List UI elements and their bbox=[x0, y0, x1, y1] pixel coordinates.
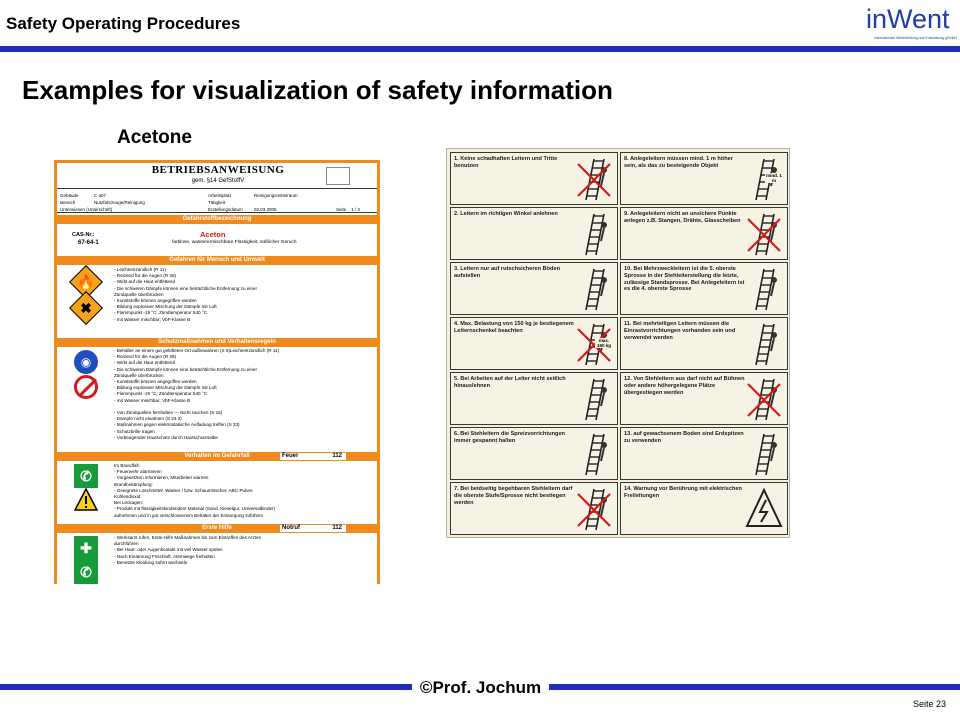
inwent-logo bbox=[866, 4, 956, 44]
text-line: - mit Wasser mischbar; VbF-Klasse B bbox=[114, 397, 191, 403]
ladder-rule-text: 2. Leitern im richtigen Winkel anlehnen bbox=[454, 211, 558, 217]
text-line: - Reizend für die Augen (R 36) bbox=[114, 273, 177, 279]
text-line: Zündquelle überbrücken bbox=[114, 291, 164, 297]
meta-label: Gebäude bbox=[60, 193, 79, 198]
text-line: Zündquelle überbrücken bbox=[114, 372, 164, 378]
text-line: - Dämpfe nicht einatmen (S 23.3) bbox=[114, 416, 182, 422]
ladder-rule-text: 13. auf gewachsenem Boden sind Erdspitzen zu verwenden bbox=[624, 431, 744, 444]
band-label: Gefahren für Mensch und Umwelt bbox=[169, 257, 265, 263]
text-line: - Reizend für die Augen (R 36) bbox=[114, 354, 177, 360]
fire-number-box bbox=[279, 452, 347, 461]
ladder-rule-text: 12. Von Stehleitern aus darf nicht auf Bühnen oder andere höhergelegene Plätze übergestiegen werden bbox=[624, 376, 745, 396]
text-line: - Bildung explosiver Mischung der Dämpfe mit Luft bbox=[114, 385, 217, 391]
no-smoking-icon bbox=[72, 373, 100, 401]
text-line: - Wirkt auf die Haut entfettend bbox=[114, 360, 176, 366]
flammable-icon: 🔥 bbox=[72, 268, 100, 296]
text-line: - Von Zündquellen fernhalten — Nicht rauchen (S 16) bbox=[114, 410, 223, 416]
ba-meta-right-labels bbox=[208, 192, 243, 213]
text-line: - Bildung explosiver Mischung der Dämpfe mit Luft bbox=[114, 304, 217, 310]
ladder-rule-cell bbox=[450, 207, 618, 260]
ladder-rule-text: 6. Bei Stehleitern die Spreizvorrichtungen immer gespannt halten bbox=[454, 431, 565, 444]
header-divider-bar bbox=[0, 46, 960, 52]
text-line: - Leichtentzündlich (R 11) bbox=[114, 267, 167, 272]
meta-value: 02.03.2006 bbox=[254, 207, 277, 212]
logo-text: inWent bbox=[866, 4, 950, 34]
ladder-rule-text: 8. Anlegeleitern müssen mind. 1 m höher sein, als das zu besteigende Objekt bbox=[624, 156, 733, 169]
ladder-broken-icon bbox=[574, 156, 614, 202]
header-title: Safety Operating Procedures bbox=[6, 14, 241, 33]
band-protection bbox=[57, 338, 377, 347]
band-label: Gefahrstoffbezeichnung bbox=[182, 216, 252, 222]
ba-separator bbox=[57, 212, 377, 213]
hazard-text bbox=[114, 267, 257, 323]
text-line: durchführen bbox=[114, 541, 139, 547]
electric-warning-icon bbox=[744, 486, 784, 532]
ladder-rule-cell bbox=[450, 262, 618, 315]
band-label: Schutzmaßnahmen und Verhaltensregeln bbox=[158, 339, 276, 345]
ladder-lock-icon bbox=[744, 321, 784, 367]
text-line: aufnehmen und in gut verschlossenem Behälter der Entsorgung zuführen bbox=[114, 512, 264, 518]
ladder-slip-icon bbox=[574, 266, 614, 312]
meta-label: Bereich bbox=[60, 200, 76, 205]
band-identification bbox=[57, 215, 377, 224]
slide-title: Examples for visualization of safety information bbox=[22, 75, 613, 105]
text-line: - Werksarzt rufen, Erste-Hilfe Maßnahmen bis zum Eintreffen des Arztes bbox=[114, 535, 261, 540]
meta-page-value: 1 / 2 bbox=[351, 207, 361, 212]
ladder-rule-cell bbox=[620, 262, 788, 315]
band-label: Verhalten im Gefahrfall bbox=[184, 453, 250, 459]
ba-stamp bbox=[326, 167, 350, 185]
meta-value: Nutzfahrzeuge/Reinigung bbox=[94, 200, 145, 205]
text-line: Kohlendioxid bbox=[114, 494, 141, 500]
text-line: - Feuerwehr alarmieren bbox=[114, 469, 162, 475]
substance-name: Aceton bbox=[200, 230, 226, 239]
text-line: - Behälter an einem gut gelüfteten Ort aufbewahren (S 9)Leichtentzündlich (R 11) bbox=[114, 348, 280, 353]
emergency-call-box bbox=[279, 524, 347, 533]
text-line: Brandbekämpfung: bbox=[114, 481, 153, 487]
ba-title: BETRIEBSANWEISUNG bbox=[151, 164, 285, 176]
slide-subtitle: Acetone bbox=[117, 127, 192, 148]
ladder-rule-cell bbox=[450, 372, 618, 425]
ladder-rule-text: 4. Max. Belastung von 150 kg je bestiegenem Leiternschenkel beachten bbox=[454, 321, 574, 334]
meta-page-label: Seite bbox=[336, 207, 347, 212]
ladder-rule-cell bbox=[620, 427, 788, 480]
emergency-call-number: 112 bbox=[332, 525, 342, 531]
text-line: - Flammpunkt -19 °C; Zündtemperatur 540 °C bbox=[114, 310, 208, 316]
meta-value: Reinigungsmittelraum bbox=[254, 193, 298, 198]
ladder-rule-text: 1. Keine schadhaften Leitern und Tritte benutzen bbox=[454, 156, 558, 169]
band-emergency bbox=[57, 452, 377, 461]
ladder-pic-label: max. 150 kg bbox=[596, 338, 611, 348]
logo-subtitle: Internationale Weiterbildung und Entwicklung gGmbH bbox=[874, 36, 958, 40]
ladder-rule-cell bbox=[620, 372, 788, 425]
ladder-ground-icon bbox=[744, 431, 784, 477]
ladder-rule-text: 14. Warnung vor Berührung mit elektrischen Freileitungen bbox=[624, 486, 742, 499]
page-number: Seite 23 bbox=[912, 699, 946, 709]
text-line: - Die schweren Dämpfe können eine beträchtliche Entfernung zu einer bbox=[114, 285, 257, 291]
ba-meta-mid bbox=[94, 192, 145, 206]
ladder-lean-icon bbox=[574, 376, 614, 422]
text-line: - Produkt mit flüssigkeitsbindendem Material (Sand, Kieselgur, Universalbinder) bbox=[114, 506, 276, 512]
first-aid-phone-icon: ✆ bbox=[72, 558, 100, 586]
betriebsanweisung-document bbox=[54, 160, 380, 584]
text-line: - Kunststoffe können angegriffen werden bbox=[114, 379, 197, 385]
text-line: - Vorbeugender Hautschutz durch Hautschutzsalbe bbox=[114, 434, 218, 440]
meta-value: C a07 bbox=[94, 193, 107, 198]
ba-subtitle: gem. §14 GefStoffV bbox=[191, 178, 245, 184]
ladder-step-over-icon bbox=[744, 376, 784, 422]
meta-value bbox=[254, 199, 298, 206]
ladder-rule-text: 9. Anlegeleitern nicht an unsichere Punkte anlegen z.B. Stangen, Drähte, Glasscheiben bbox=[624, 211, 741, 224]
doc-border-right bbox=[377, 160, 380, 584]
text-line: - Bei Haut- oder Augenkontakt mit viel Wasser spülen bbox=[114, 547, 223, 553]
text-line: - mit Wasser mischbar; VbF-Klasse B bbox=[114, 316, 191, 322]
substance-description: farblose, wasserermischbare Flüssigkeit, süßlicher Geruch bbox=[172, 240, 297, 245]
meta-label: Tätigkeit bbox=[208, 200, 226, 205]
ladder-rule-cell bbox=[450, 427, 618, 480]
ladder-rule-cell bbox=[450, 152, 618, 205]
band-label: Erste Hilfe bbox=[202, 525, 232, 531]
text-line: - Flammpunkt -19 °C; Zündtemperatur 540 °C bbox=[114, 391, 208, 397]
ladder-rule-cell bbox=[620, 482, 788, 535]
text-line: - Die schweren Dämpfe können eine beträchtliche Entfernung zu einer bbox=[114, 366, 257, 372]
ladder-multi-icon bbox=[744, 266, 784, 312]
text-line: - Maßnahmen gegen elektrostatische Aufladung treffen (S 33) bbox=[114, 422, 240, 428]
cas-label: CAS-Nr.: bbox=[72, 232, 95, 238]
doc-border-top bbox=[54, 160, 380, 163]
ladder-rule-text: 10. Bei Mehrzweckleitern ist die 5. oberste Sprosse in der Stehleiterstellung die letzte, zulässige Standsprosse. Bei Anlegeleitern ist es die 4. oberste Sprosse bbox=[624, 266, 745, 293]
ladder-rule-cell bbox=[450, 317, 618, 370]
ladder-unsafe-icon bbox=[744, 211, 784, 257]
text-line: - Kunststoffe können angegriffen werden bbox=[114, 298, 197, 304]
emergency-call-label: Notruf bbox=[282, 525, 300, 531]
warning-triangle-icon bbox=[72, 486, 100, 514]
ladder-angle-icon bbox=[574, 211, 614, 257]
ladder-pic-label: mind. 1 m bbox=[766, 173, 782, 183]
text-line: - Schutzbrille tragen bbox=[114, 428, 155, 434]
band-hazards bbox=[57, 256, 377, 265]
first-aid-text bbox=[114, 535, 261, 566]
band-first-aid bbox=[57, 524, 377, 533]
meta-label: Unterwiesen (Unterschrift) bbox=[60, 207, 113, 212]
ba-separator bbox=[57, 188, 377, 189]
footer-author: ©Prof. Jochum bbox=[412, 678, 549, 698]
text-line: - Vorgesetzten informieren, Mitarbeiter warnen bbox=[114, 475, 209, 481]
text-line: - Geeignete Löschmittel: Wasser / bzw. Schaumlöscher, ABC-Pulver, bbox=[114, 487, 254, 493]
emergency-phone-icon: ✆ bbox=[72, 462, 100, 490]
text-line: Im Brandfall: bbox=[114, 463, 140, 468]
ladder-rule-cell bbox=[450, 482, 618, 535]
text-line: - Wirkt auf die Haut entfettend bbox=[114, 279, 176, 285]
text-line: Bei Leckagen: bbox=[114, 500, 144, 506]
first-aid-cross-icon: ✚ bbox=[72, 534, 100, 562]
ladder-top-icon bbox=[574, 486, 614, 532]
cas-number: 67-64-1 bbox=[78, 240, 99, 246]
ladder-rule-text: 5. Bei Arbeiten auf der Leiter nicht seitlich hinauslehnen bbox=[454, 376, 566, 389]
ladder-rules-document bbox=[446, 148, 790, 538]
fire-label: Feuer bbox=[282, 453, 299, 459]
emergency-text bbox=[114, 463, 275, 519]
meta-label: Erstellungsdatum bbox=[208, 207, 243, 212]
ladder-rule-cell bbox=[620, 317, 788, 370]
ladder-rule-cell bbox=[620, 152, 788, 205]
irritant-icon: ✖ bbox=[72, 294, 100, 322]
ladder-rule-text: 11. Bei mehrteiligen Leitern müssen die Einrastvorrichtungen vorhanden sein und verwendet werden bbox=[624, 321, 736, 341]
text-line: - Nach Einatmung Frischluft, Atemwege freihalten bbox=[114, 553, 215, 559]
eye-protection-icon: ◉ bbox=[72, 348, 100, 376]
ladder-rule-cell bbox=[620, 207, 788, 260]
ladder-rule-text: 3. Leitern nur auf rutschsicheren Böden aufstellen bbox=[454, 266, 560, 279]
protection-text bbox=[114, 348, 279, 441]
text-line: - Benetzte Kleidung sofort wechseln bbox=[114, 559, 188, 565]
fire-number: 112 bbox=[332, 453, 342, 459]
ladder-rule-text: 7. Bei beidseitig begehbaren Stehleitern darf die oberste Stufe/Sprosse nicht bestiegen werden bbox=[454, 486, 573, 506]
meta-label: Arbeitsplatz bbox=[208, 193, 232, 198]
ba-meta-right-values bbox=[254, 192, 298, 213]
ladder-spread-icon bbox=[574, 431, 614, 477]
